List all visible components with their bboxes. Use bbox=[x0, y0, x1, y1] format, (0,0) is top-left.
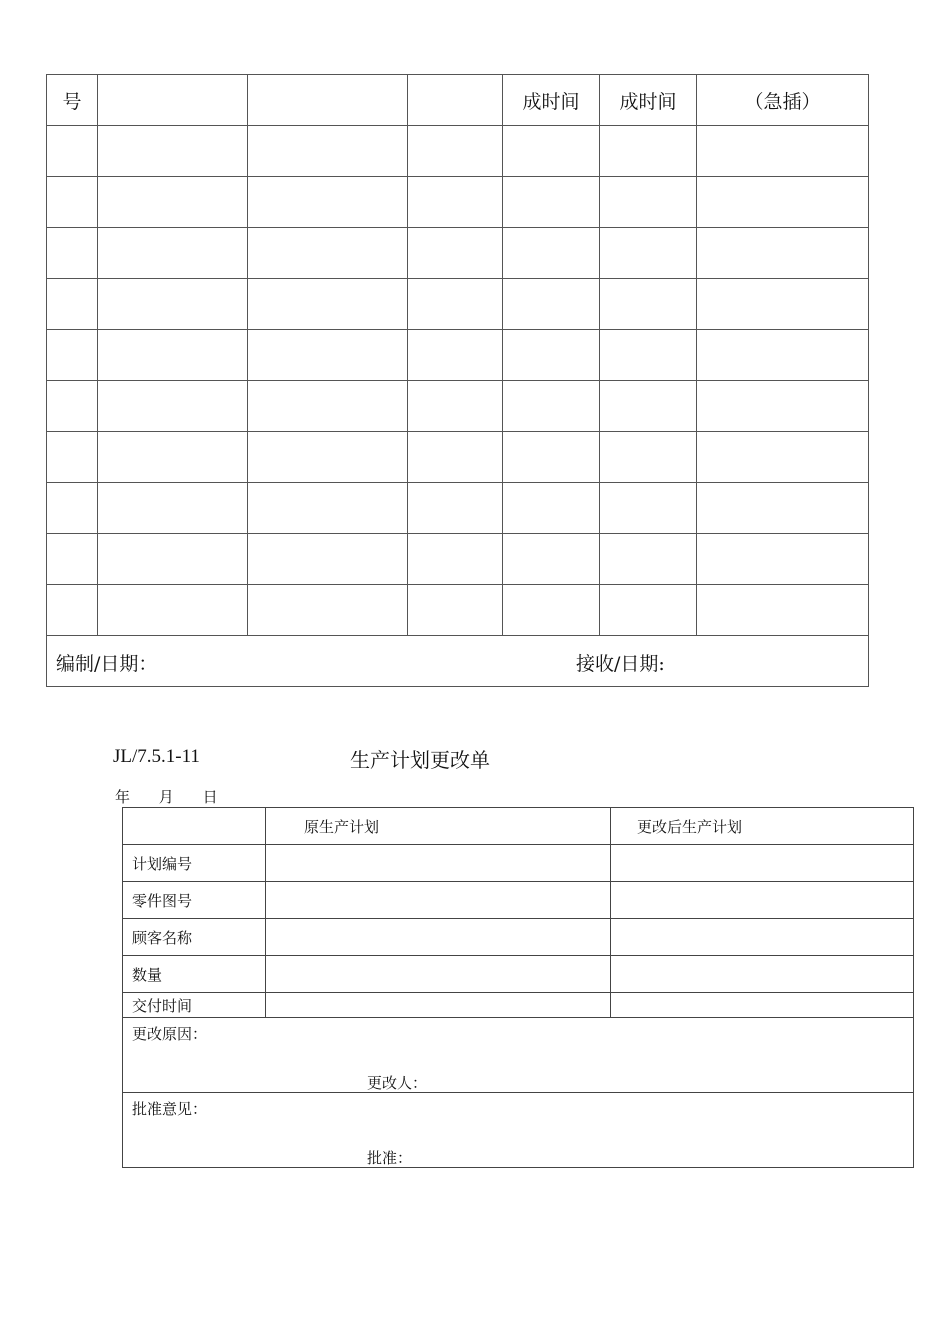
schedule-cell[interactable] bbox=[408, 228, 503, 279]
changed-value-cell[interactable] bbox=[611, 845, 914, 882]
schedule-cell[interactable] bbox=[503, 585, 600, 636]
received-date-label: 接收/日期: bbox=[576, 653, 665, 675]
row-label: 计划编号 bbox=[123, 845, 266, 882]
schedule-cell[interactable] bbox=[697, 228, 869, 279]
schedule-row bbox=[47, 432, 869, 483]
header-cell-completion-time-a: 成时间 bbox=[503, 75, 600, 126]
schedule-cell[interactable] bbox=[697, 177, 869, 228]
schedule-cell[interactable] bbox=[47, 330, 98, 381]
schedule-cell[interactable] bbox=[503, 177, 600, 228]
schedule-cell[interactable] bbox=[98, 432, 248, 483]
schedule-cell[interactable] bbox=[600, 483, 697, 534]
schedule-cell[interactable] bbox=[408, 126, 503, 177]
date-year-label: 年 bbox=[115, 788, 131, 806]
schedule-cell[interactable] bbox=[47, 279, 98, 330]
schedule-cell[interactable] bbox=[408, 279, 503, 330]
schedule-row bbox=[47, 534, 869, 585]
change-reason-row bbox=[123, 1018, 914, 1093]
schedule-cell[interactable] bbox=[248, 585, 408, 636]
schedule-cell[interactable] bbox=[697, 381, 869, 432]
approval-opinion-label: 批准意见： bbox=[132, 1100, 208, 1118]
schedule-cell[interactable] bbox=[98, 534, 248, 585]
original-value-cell[interactable] bbox=[266, 919, 611, 956]
schedule-body bbox=[47, 75, 869, 636]
row-label: 交付时间 bbox=[123, 993, 266, 1018]
schedule-cell[interactable] bbox=[248, 534, 408, 585]
schedule-cell[interactable] bbox=[600, 279, 697, 330]
schedule-cell[interactable] bbox=[408, 585, 503, 636]
row-part-drawing-number bbox=[123, 882, 914, 919]
header-cell-blank bbox=[408, 75, 503, 126]
schedule-cell[interactable] bbox=[248, 381, 408, 432]
production-schedule-table bbox=[46, 74, 869, 687]
row-customer-name bbox=[123, 919, 914, 956]
prepared-date-label: 编制/日期： bbox=[56, 653, 158, 675]
schedule-row bbox=[47, 330, 869, 381]
row-label: 顾客名称 bbox=[123, 919, 266, 956]
schedule-cell[interactable] bbox=[248, 432, 408, 483]
schedule-cell[interactable] bbox=[248, 228, 408, 279]
schedule-cell[interactable] bbox=[600, 432, 697, 483]
header-cell-number: 号 bbox=[47, 75, 98, 126]
schedule-cell[interactable] bbox=[98, 228, 248, 279]
schedule-row bbox=[47, 228, 869, 279]
schedule-cell[interactable] bbox=[503, 126, 600, 177]
schedule-row bbox=[47, 126, 869, 177]
schedule-cell[interactable] bbox=[47, 585, 98, 636]
schedule-cell[interactable] bbox=[248, 330, 408, 381]
row-quantity bbox=[123, 956, 914, 993]
schedule-cell[interactable] bbox=[98, 279, 248, 330]
schedule-cell[interactable] bbox=[47, 534, 98, 585]
schedule-cell[interactable] bbox=[600, 228, 697, 279]
schedule-cell[interactable] bbox=[98, 381, 248, 432]
schedule-cell[interactable] bbox=[47, 228, 98, 279]
row-label: 零件图号 bbox=[123, 882, 266, 919]
schedule-cell[interactable] bbox=[47, 177, 98, 228]
schedule-cell[interactable] bbox=[47, 381, 98, 432]
change-reason-label: 更改原因： bbox=[132, 1025, 208, 1043]
schedule-cell[interactable] bbox=[503, 279, 600, 330]
schedule-cell[interactable] bbox=[248, 483, 408, 534]
row-plan-number bbox=[123, 845, 914, 882]
schedule-row bbox=[47, 279, 869, 330]
schedule-cell[interactable] bbox=[503, 381, 600, 432]
schedule-cell[interactable] bbox=[503, 534, 600, 585]
change-header-row bbox=[123, 808, 914, 845]
header-cell-rush: （急插） bbox=[697, 75, 869, 126]
row-delivery-time bbox=[123, 993, 914, 1018]
schedule-cell[interactable] bbox=[47, 126, 98, 177]
schedule-cell[interactable] bbox=[503, 330, 600, 381]
date-month-label: 月 bbox=[158, 788, 174, 806]
schedule-footer-cell bbox=[47, 636, 869, 687]
change-reason-cell[interactable] bbox=[123, 1018, 914, 1093]
schedule-cell[interactable] bbox=[47, 432, 98, 483]
header-cell-blank bbox=[98, 75, 248, 126]
schedule-cell[interactable] bbox=[248, 177, 408, 228]
changed-value-cell[interactable] bbox=[611, 993, 914, 1018]
row-label: 数量 bbox=[123, 956, 266, 993]
changed-value-cell[interactable] bbox=[611, 882, 914, 919]
approver-signature-label: 批准： bbox=[367, 1149, 413, 1167]
schedule-cell[interactable] bbox=[697, 279, 869, 330]
original-value-cell[interactable] bbox=[266, 845, 611, 882]
schedule-cell[interactable] bbox=[600, 534, 697, 585]
approval-opinion-cell[interactable] bbox=[123, 1093, 914, 1168]
schedule-cell[interactable] bbox=[98, 330, 248, 381]
schedule-cell[interactable] bbox=[600, 177, 697, 228]
schedule-cell[interactable] bbox=[697, 534, 869, 585]
schedule-cell[interactable] bbox=[47, 483, 98, 534]
schedule-cell[interactable] bbox=[98, 483, 248, 534]
schedule-cell[interactable] bbox=[697, 126, 869, 177]
approval-row bbox=[123, 1093, 914, 1168]
form-code: JL/7.5.1-11 bbox=[113, 746, 200, 767]
schedule-cell[interactable] bbox=[408, 177, 503, 228]
schedule-cell[interactable] bbox=[408, 432, 503, 483]
original-value-cell[interactable] bbox=[266, 956, 611, 993]
schedule-cell[interactable] bbox=[600, 381, 697, 432]
changer-signature-label: 更改人： bbox=[367, 1074, 428, 1092]
schedule-header-row bbox=[47, 75, 869, 126]
schedule-cell[interactable] bbox=[408, 534, 503, 585]
schedule-row bbox=[47, 585, 869, 636]
header-cell-completion-time-b: 成时间 bbox=[600, 75, 697, 126]
header-cell-blank bbox=[248, 75, 408, 126]
schedule-row bbox=[47, 381, 869, 432]
header-original-plan: 原生产计划 bbox=[266, 808, 611, 845]
schedule-cell[interactable] bbox=[408, 483, 503, 534]
original-value-cell[interactable] bbox=[266, 993, 611, 1018]
schedule-row bbox=[47, 177, 869, 228]
schedule-cell[interactable] bbox=[503, 228, 600, 279]
schedule-cell[interactable] bbox=[600, 126, 697, 177]
schedule-cell[interactable] bbox=[697, 585, 869, 636]
schedule-cell[interactable] bbox=[98, 177, 248, 228]
header-blank-cell bbox=[123, 808, 266, 845]
schedule-cell[interactable] bbox=[697, 330, 869, 381]
changed-value-cell[interactable] bbox=[611, 956, 914, 993]
form-title: 生产计划更改单 bbox=[350, 748, 490, 772]
header-changed-plan: 更改后生产计划 bbox=[611, 808, 914, 845]
plan-change-table bbox=[122, 807, 914, 1168]
date-day-label: 日 bbox=[202, 788, 218, 806]
schedule-cell[interactable] bbox=[697, 483, 869, 534]
schedule-cell[interactable] bbox=[503, 432, 600, 483]
schedule-row bbox=[47, 483, 869, 534]
schedule-footer-row bbox=[47, 636, 869, 687]
schedule-cell[interactable] bbox=[600, 585, 697, 636]
original-value-cell[interactable] bbox=[266, 882, 611, 919]
schedule-cell[interactable] bbox=[248, 279, 408, 330]
schedule-cell[interactable] bbox=[600, 330, 697, 381]
date-line bbox=[115, 786, 242, 807]
schedule-cell[interactable] bbox=[408, 330, 503, 381]
schedule-cell[interactable] bbox=[503, 483, 600, 534]
schedule-cell[interactable] bbox=[697, 432, 869, 483]
schedule-cell[interactable] bbox=[98, 126, 248, 177]
changed-value-cell[interactable] bbox=[611, 919, 914, 956]
schedule-cell[interactable] bbox=[98, 585, 248, 636]
schedule-cell[interactable] bbox=[408, 381, 503, 432]
schedule-cell[interactable] bbox=[248, 126, 408, 177]
